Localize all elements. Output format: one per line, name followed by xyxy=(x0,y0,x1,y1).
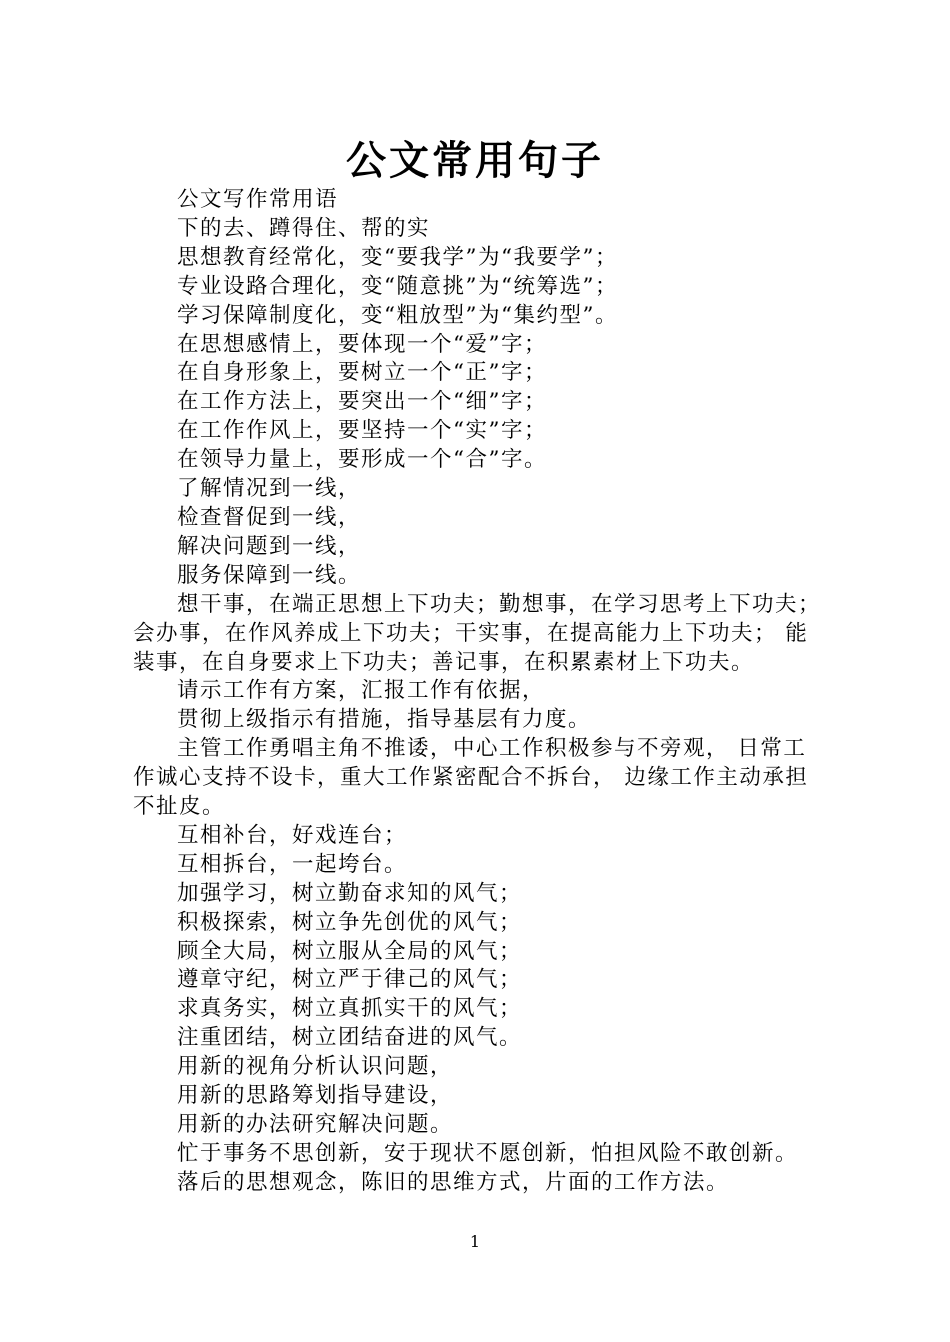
paragraph: 在工作方法上，要突出一个“细”字； xyxy=(177,389,547,415)
paragraph: 注重团结，树立团结奋进的风气。 xyxy=(177,1025,523,1051)
paragraph: 用新的思路筹划指导建设， xyxy=(177,1083,454,1109)
paragraph: 检查督促到一线， xyxy=(177,504,362,530)
paragraph: 用新的办法研究解决问题。 xyxy=(177,1112,454,1137)
paragraph: 在思想感情上，要体现一个“爱”字； xyxy=(177,331,547,357)
paragraph: 了解情况到一线， xyxy=(177,476,362,502)
paragraph: 加强学习，树立勤奋求知的风气； xyxy=(177,880,523,906)
paragraph: 遵章守纪，树立严于律己的风气； xyxy=(177,967,523,993)
paragraph: 互相拆台，一起垮台。 xyxy=(177,851,408,877)
paragraph: 主管工作勇唱主角不推诿，中心工作积极参与不旁观， 日常工作诚心支持不设卡，重大工作紧密配合不拆台， 边缘工作主动承担不扯皮。 xyxy=(133,736,809,820)
document-body xyxy=(133,186,823,1198)
paragraph: 想干事，在端正思想上下功夫；勤想事，在学习思考上下功夫； 会办事，在作风养成上下功夫；干实事，在提高能力上下功夫； 能装事，在自身要求上下功夫；善记事，在积累素材上下功夫。 xyxy=(133,591,822,675)
paragraph: 互相补台，好戏连台； xyxy=(177,822,408,848)
paragraph: 请示工作有方案，汇报工作有依据， xyxy=(177,678,546,704)
paragraph: 公文写作常用语 xyxy=(177,187,339,212)
paragraph: 积极探索，树立争先创优的风气； xyxy=(177,909,523,935)
paragraph: 专业设路合理化，变“随意挑”为“统筹选”； xyxy=(177,273,618,299)
page-number: 1 xyxy=(469,1232,481,1251)
paragraph: 求真务实，树立真抓实干的风气； xyxy=(177,996,523,1022)
paragraph: 贯彻上级指示有措施，指导基层有力度。 xyxy=(177,707,592,733)
paragraph: 解决问题到一线， xyxy=(177,533,362,559)
page-title: 公文常用句子 xyxy=(346,137,604,184)
paragraph: 服务保障到一线。 xyxy=(177,562,362,588)
paragraph: 落后的思想观念，陈旧的思维方式，片面的工作方法。 xyxy=(177,1169,730,1195)
paragraph: 顾全大局，树立服从全局的风气； xyxy=(177,938,523,964)
paragraph: 思想教育经常化，变“要我学”为“我要学”； xyxy=(177,244,618,270)
paragraph: 在工作作风上，要坚持一个“实”字； xyxy=(177,418,547,444)
paragraph: 忙于事务不思创新，安于现状不愿创新，怕担风险不敢创新。 xyxy=(177,1140,799,1166)
paragraph: 学习保障制度化，变“粗放型”为“集约型”。 xyxy=(177,302,618,328)
paragraph: 下的去、蹲得住、帮的实 xyxy=(177,215,431,241)
paragraph: 在自身形象上，要树立一个“正”字； xyxy=(177,360,547,386)
paragraph: 用新的视角分析认识问题， xyxy=(177,1054,454,1080)
paragraph: 在领导力量上，要形成一个“合”字。 xyxy=(177,447,547,473)
